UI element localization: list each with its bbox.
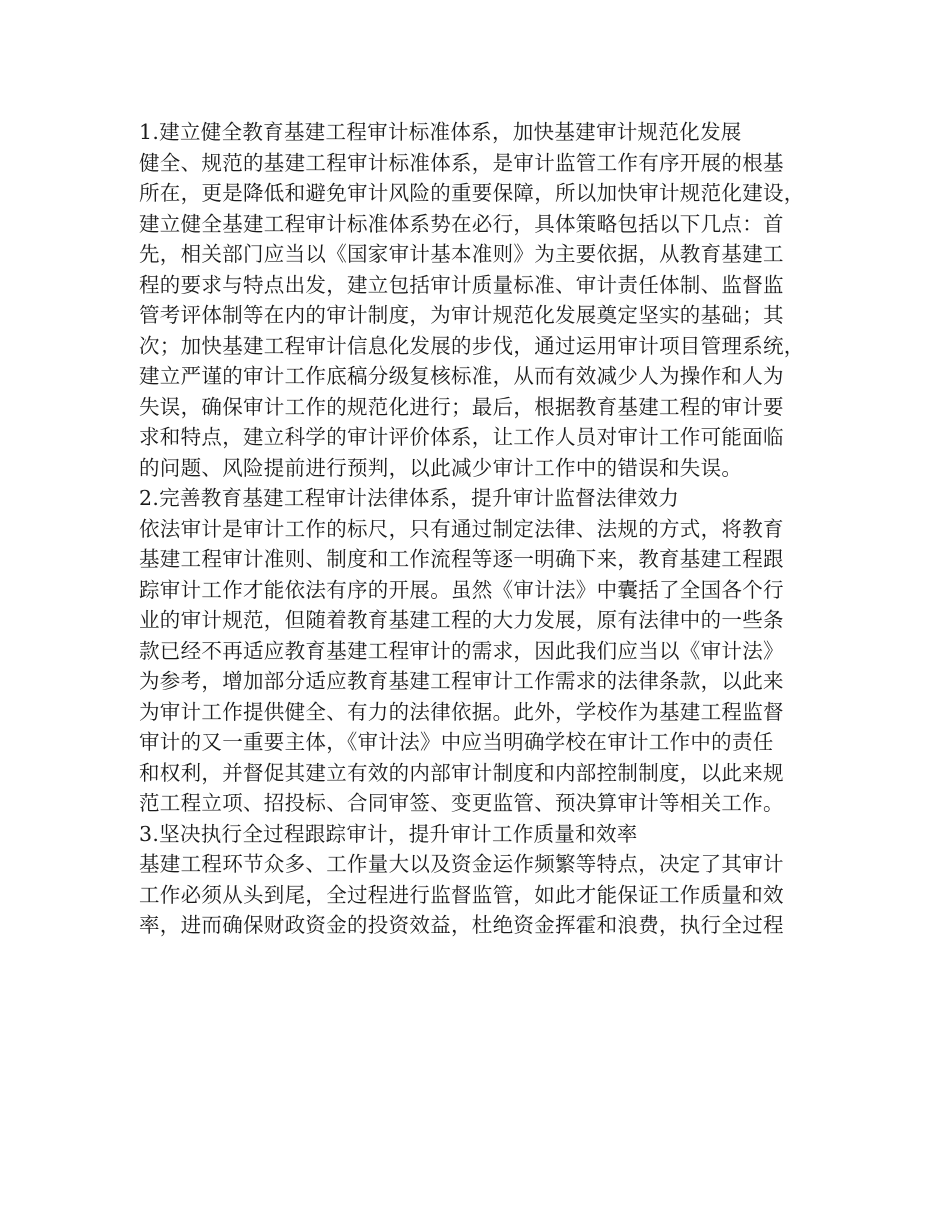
- paragraph-line: 范工程立项、招投标、合同审签、变更监管、预决算审计等相关工作。: [139, 791, 784, 815]
- paragraph-line: 程的要求与特点出发，建立包括审计质量标准、审计责任体制、监督监: [139, 272, 784, 297]
- paragraph-line: 健全、规范的基建工程审计标准体系，是审计监管工作有序开展的根基: [139, 150, 784, 175]
- paragraph-line: 审计的又一重要主体，《审计法》中应当明确学校在审计工作中的责任: [139, 730, 774, 754]
- section-heading-2: 2.完善教育基建工程审计法律体系，提升审计监督法律效力: [139, 486, 680, 510]
- paragraph-line: 求和特点，建立科学的审计评价体系，让工作人员对审计工作可能面临: [139, 425, 784, 449]
- paragraph-line: 所在，更是降低和避免审计风险的重要保障，所以加快审计规范化建设，: [139, 181, 805, 205]
- paragraph-line: 工作必须从头到尾，全过程进行监督监管，如此才能保证工作质量和效: [139, 882, 784, 907]
- paragraph-line: 管考评体制等在内的审计制度，为审计规范化发展奠定坚实的基础；其: [139, 303, 784, 327]
- paragraph-line: 失误，确保审计工作的规范化进行；最后，根据教育基建工程的审计要: [139, 394, 784, 419]
- paragraph-line: 基建工程环节众多、工作量大以及资金运作频繁等特点，决定了其审计: [139, 852, 784, 876]
- paragraph-line: 先，相关部门应当以《国家审计基本准则》为主要依据，从教育基建工: [139, 242, 784, 266]
- section-heading-1: 1.建立健全教育基建工程审计标准体系，加快基建审计规范化发展: [139, 120, 742, 144]
- document-body: [139, 117, 829, 941]
- paragraph-line: 和权利，并督促其建立有效的内部审计制度和内部控制制度，以此来规: [139, 760, 784, 785]
- paragraph-line: 踪审计工作才能依法有序的开展。虽然《审计法》中囊括了全国各个行: [139, 577, 784, 602]
- paragraph-line: 建立健全基建工程审计标准体系势在必行，具体策略包括以下几点：首: [139, 211, 784, 236]
- paragraph-line: 依法审计是审计工作的标尺，只有通过制定法律、法规的方式，将教育: [139, 516, 784, 541]
- section-heading-3: 3.坚决执行全过程跟踪审计，提升审计工作质量和效率: [139, 821, 638, 846]
- paragraph-line: 款已经不再适应教育基建工程审计的需求，因此我们应当以《审计法》: [139, 638, 784, 663]
- paragraph-line: 建立严谨的审计工作底稿分级复核标准，从而有效减少人为操作和人为: [139, 364, 784, 388]
- paragraph-line: 基建工程审计准则、制度和工作流程等逐一明确下来，教育基建工程跟: [139, 547, 784, 571]
- paragraph-line: 的问题、风险提前进行预判，以此减少审计工作中的错误和失误。: [139, 455, 743, 480]
- paragraph-line: 次；加快基建工程审计信息化发展的步伐，通过运用审计项目管理系统，: [139, 333, 805, 358]
- paragraph-line: 为审计工作提供健全、有力的法律依据。此外，学校作为基建工程监督: [139, 699, 784, 724]
- paragraph-line: 业的审计规范，但随着教育基建工程的大力发展，原有法律中的一些条: [139, 608, 784, 632]
- paragraph-line: 率，进而确保财政资金的投资效益，杜绝资金挥霍和浪费，执行全过程: [139, 913, 784, 937]
- paragraph-line: 为参考，增加部分适应教育基建工程审计工作需求的法律条款，以此来: [139, 669, 784, 693]
